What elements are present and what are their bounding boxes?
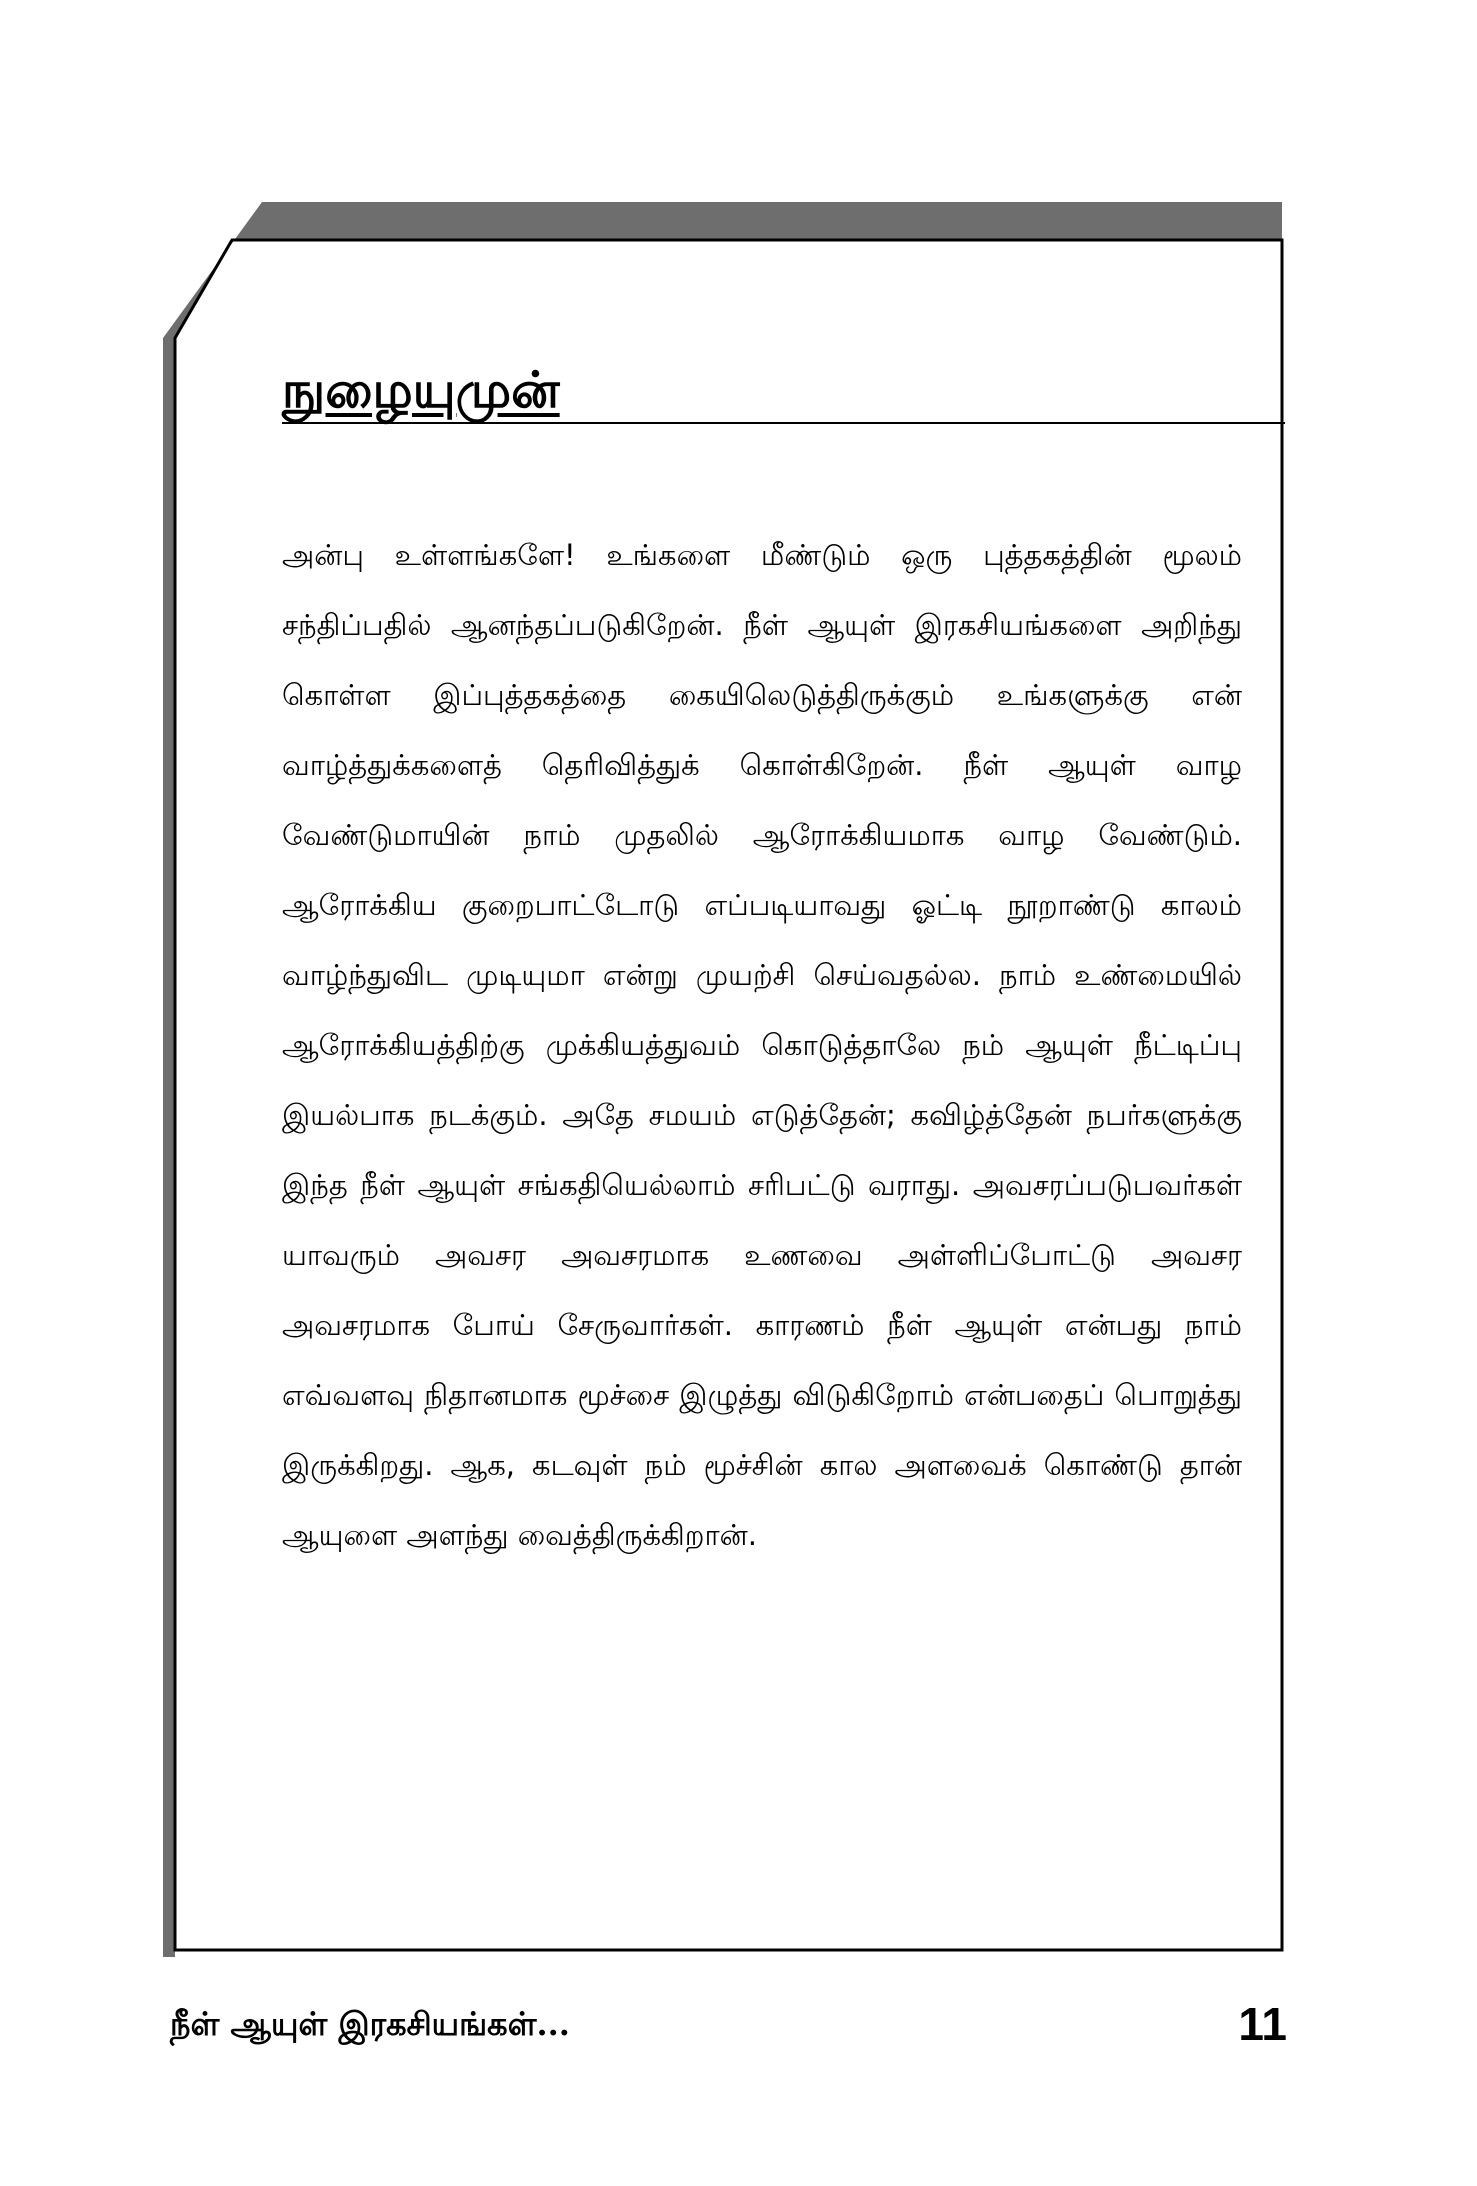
page-number: 11: [1238, 1998, 1287, 2050]
running-footer-title: நீள் ஆயுள் இரகசியங்கள்...: [170, 2005, 570, 2043]
body-paragraph: அன்பு உள்ளங்களே! உங்களை மீண்டும் ஒரு புத்தகத்தின் மூலம் சந்திப்பதில் ஆனந்தப்படுகிறேன். நீள் ஆயுள் இரகசியங்களை அறிந்து கொள்ள இப்புத்தகத்தை கையிலெடுத்திருக்கும் உங்களுக்கு என் வாழ்த்துக்களைத் தெரிவித்துக் கொள்கிறேன். நீள் ஆயுள் வாழ வேண்டுமாயின் நாம் முதலில் ஆரோக்கியமாக வாழ வேண்டும். ஆரோக்கிய குறைபாட்டோடு எப்படியாவது ஓட்டி நூறாண்டு காலம் வாழ்ந்துவிட முடியுமா என்று முயற்சி செய்வதல்ல. நாம் உண்மையில் ஆரோக்கியத்திற்கு முக்கியத்துவம் கொடுத்தாலே நம் ஆயுள் நீட்டிப்பு இயல்பாக நடக்கும். அதே சமயம் எடுத்தேன்; கவிழ்த்தேன் நபர்களுக்கு இந்த நீள் ஆயுள் சங்கதியெல்லாம் சரிபட்டு வராது. அவசரப்படுபவர்கள் யாவரும் அவசர அவசரமாக உணவை அள்ளிப்போட்டு அவசர அவசரமாக போய் சேருவார்கள். காரணம் நீள் ஆயுள் என்பது நாம் எவ்வளவு நிதானமாக மூச்சை இழுத்து விடுகிறோம் என்பதைப் பொறுத்து இருக்கிறது. ஆக, கடவுள் நம் மூச்சின் கால அளவைக் கொண்டு தான் ஆயுளை அளந்து வைத்திருக்கிறான்.: [282, 538, 1242, 1552]
title-divider: [282, 422, 1285, 424]
section-title: நுழையுமுன்: [282, 361, 560, 419]
